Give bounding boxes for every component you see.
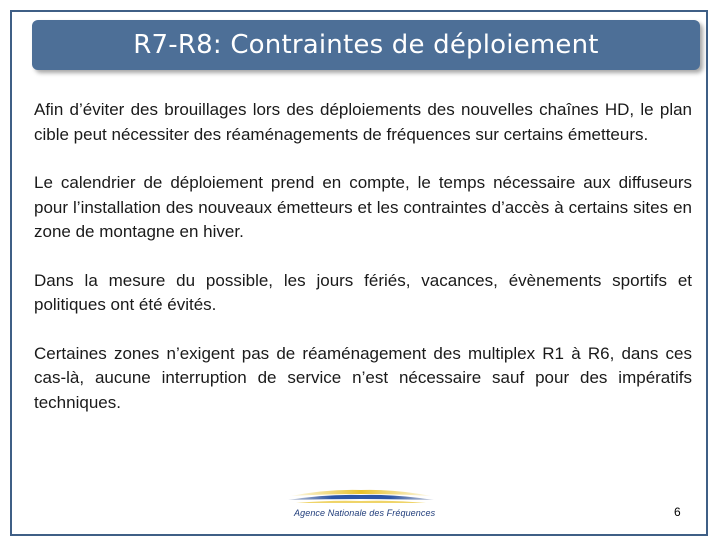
paragraph-schedule: Le calendrier de déploiement prend en compte, le temps nécessaire aux diffuseurs pour l’installation des nouveaux émetteurs et les contraintes d’accès à certains sites en zone de montagne en hiver.: [34, 173, 692, 241]
anfr-logo: [286, 486, 436, 526]
title-bar: [32, 20, 700, 70]
paragraph-multiplex: Certaines zones n’exigent pas de réaménagement des multiplex R1 à R6, dans ces cas-là, aucune interruption de service n’est nécessaire sauf pour des impératifs techniques.: [34, 343, 692, 412]
logo-text: Agence Nationale des Fréquences: [294, 508, 436, 518]
slide-body: [34, 98, 692, 439]
paragraph-interference: Afin d’éviter des brouillages lors des déploiements des nouvelles chaînes HD, le plan cible peut nécessiter des réaménagements de fréquences sur certains émetteurs.: [34, 100, 692, 144]
anfr-logo-icon: [286, 486, 436, 508]
paragraph-holidays: Dans la mesure du possible, les jours fériés, vacances, évènements sportifs et politiques ont été évités.: [34, 270, 692, 314]
slide-title: R7-R8: Contraintes de déploiement: [133, 30, 599, 60]
page-number: 6: [674, 505, 681, 519]
